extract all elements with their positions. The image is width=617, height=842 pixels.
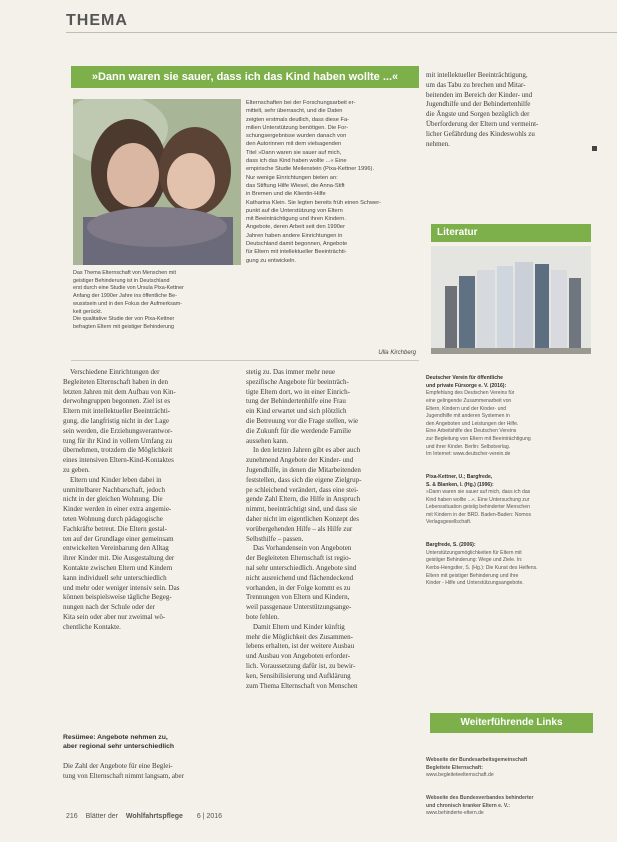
literature-item-title: Deutscher Verein für öffentliche und private Fürsorge e. V. (2016): bbox=[426, 375, 507, 389]
link-url[interactable]: www.behinderte-eltern.de bbox=[426, 810, 484, 817]
header-rule bbox=[66, 32, 617, 33]
photo-mother-daughter bbox=[73, 99, 241, 265]
page-number: 216 bbox=[66, 813, 78, 820]
end-mark-icon bbox=[592, 146, 597, 151]
literature-title: Literatur bbox=[431, 224, 591, 242]
literature-item-title: Pixa-Kettner, U.; Bargfrede, S. & Blanken, I. (Hg.) (1996): bbox=[426, 473, 494, 488]
link-item bbox=[426, 795, 594, 818]
literature-item-text: Empfehlung des Deutschen Vereins für eine gelingende Zusammenarbeit von Eltern, Kindern und der Kinder- und Jugendhilfe mit anderen Systemen in den Angeboten und Leistungen der Hilfe. Eine Arbeitshilfe des Deutschen Vereins zur Begleitung von Eltern mit Beeinträchtigung und ihrer Kinder. Berlin: Selbstverlag. Im Internet: www.deutscher-verein.de bbox=[426, 390, 531, 458]
literature-item-text: Unterstützungsmöglichkeiten für Eltern mit geistiger Behinderung: Wege und Ziele. In: Kerbs-Hengstler, S. (Hg.): Die Kunst des Helfens. Eltern mit geistiger Behinderung und ihre Kinder - Hilfe und Unterstützungsangebote. bbox=[426, 549, 538, 587]
literature-list bbox=[426, 360, 594, 595]
link-item-title: Webseite des Bundesverbandes behinderter und chronisch kranker Eltern e. V.: bbox=[426, 795, 534, 809]
box-title: »Dann waren sie sauer, dass ich das Kind haben wollte ...« bbox=[71, 66, 419, 88]
author-signature: Ulla Kirchberg bbox=[378, 350, 416, 356]
links-title: Weiterführende Links bbox=[430, 713, 593, 733]
link-url[interactable]: www.begleiteteelternschaft.de bbox=[426, 772, 494, 779]
subheading: Resümee: Angebote nehmen zu, aber regional sehr unterschiedlich bbox=[63, 734, 175, 750]
literature-item-title: Bargfrede, S. (2006): bbox=[426, 542, 476, 549]
literature-item-text: »Dann waren sie sauer auf mich, dass ich das Kind haben wollte ...«. Eine Untersuchung zur Lebenssituation geistig behinderter Menschen mit Kindern in der BRD. Baden-Baden: Nomos Verlagsgesellschaft. bbox=[426, 489, 532, 526]
page-footer bbox=[66, 813, 228, 820]
section-header: THEMA bbox=[66, 12, 128, 29]
body-column-3: mit intellektueller Beeinträchtigung, um das Tabu zu brechen und Mitar- beitenden im Bereich der Kinder- und Jugendhilfe und der Behindertenhilfe die Ängste und Sorgen bezüglich der Überforderung der Eltern und vermeint- licher Gefährdung des Kindeswohls zu nehmen. bbox=[426, 71, 539, 148]
link-item-title: Webseite der Bundesarbeitsgemeinschaft Begleitete Elternschaft: bbox=[426, 757, 528, 771]
books-photo bbox=[431, 246, 591, 354]
photo-illustration bbox=[73, 99, 241, 265]
body-column-1-continued: Die Zahl der Angebote für eine Beglei- tung von Elternschaft nimmt langsam, aber bbox=[63, 762, 184, 780]
journal-name bbox=[86, 813, 189, 820]
literature-item bbox=[426, 474, 594, 527]
body-column-2: stetig zu. Das immer mehr neue spezifische Angebote für beeinträch- tigte Eltern dort, wo in einer Einrich- tung der Behindertenhilfe eine Frau ein Kind erwartet und sich plötzlich die Betreuung vor die Frage stellen, wie die Zukunft für die werdende Familie aussehen kann. In den letzten Jahren gibt es aber auch zunehmend Angebote der Kinder- und Jugendhilfe, in denen die Mitarbeitenden feststellen, dass sich die eigene Zielgrup- pe schleichend verändert, dass eine stei- gende Zahl Eltern, die Hilfe in Anspruch nimmt, beeinträchtigt sind, und dass sie daher nicht im eigentlichen Konzept des vorübergehenden Hilfe – als Hilfe zur Selbsthilfe – passen. Das Vorhandensein von Angeboten der Begleiteten Elternschaft ist regio- nal sehr unterschiedlich. Angebote sind nicht ausreichend und flächendeckend vorhanden, in der Folge kommt es zu Trennungen von Eltern und Kindern, weil passgenaue Unterstützungsange- bote fehlen. Damit Eltern und Kinder künftig mehr die Möglichkeit des Zusammen- lebens erhalten, ist der weitere Ausbau und Ausbau von Angeboten erforder- lich. Voraussetzung dafür ist, zu bewir- ken, Sensibilisierung und Aufklärung zum Thema Elternschaft von Menschen bbox=[246, 368, 362, 690]
journal-prefix: Blätter der bbox=[85, 813, 118, 820]
link-item bbox=[426, 757, 594, 780]
links-list bbox=[426, 742, 594, 826]
books-illustration bbox=[431, 246, 591, 354]
literature-item bbox=[426, 542, 594, 588]
photo-caption: Das Thema Elternschaft von Menschen mit geistiger Behinderung ist in Deutschland erst durch eine Studie von Ursula Pixa-Kettner Anfang der 1990er Jahre ins öffentliche Be- wusstsein und in den Fokus der Aufmerksam- keit gerückt. Die qualitative Studie der von Pixa-Kettner befragten Eltern mit geistiger Behinderung bbox=[73, 270, 184, 330]
journal-name-bold: Wohlfahrtspflege bbox=[125, 813, 183, 820]
issue-number: 6 | 2016 bbox=[196, 813, 223, 820]
body-column-1: Verschiedene Einrichtungen der Begleiteten Elternschaft haben in den letzten Jahren mit dem Aufbau von Kin- derwohngruppen begonnen. Ziel ist es Eltern mit intellektueller Beeinträchti- gung, die langfristig nicht in der Lage sein werden, die Erziehungsverantwor- tung für ihr Kind in vollem Umfang zu übernehmen, trotzdem die Möglichkeit eines intensiven Eltern-Kind-Kontaktes zu geben. Eltern und Kinder leben dabei in unmittelbarer Nachbarschaft, jedoch nicht in der gleichen Wohnung. Die Kinder werden in einer extra angemie- teten Wohnung durch pädagogische Fachkräfte betreut. Die Eltern gestal- ten auf der Grundlage einer gemeinsam entwickelten Vereinbarung den Alltag ihrer Kinder mit. Die Ausgestaltung der Kontakte zwischen Eltern und Kindern kann individuell sehr unterschiedlich und mehr oder weniger intensiv sein. Das können beispielsweise tägliche Begeg- nungen nach der Schule oder der Kita sein oder aber nur zweimal wö- chentliche Kontakte. bbox=[63, 368, 180, 631]
box-text: Elternschaften bei der Forschungsarbeit er- mittelt, sehr überrascht, und die Daten zeigten erstmals deutlich, dass diese Fa- milien Unterstützung benötigen. Die For- schungsergebnisse wurden danach von den Autorinnen mit dem vielsagenden Titel »Dann waren sie sauer auf mich, dass ich das Kind haben wollte ...« Eine empirische Studie Meilenstein (Pixa-Kettner 1996). Nur wenige Einrichtungen bieten an: das Stiftung Hilfe Wiesel, die Anna-Stift in Bremen und die Klientin-Hilfe Katharina Klein. Sie legten bereits früh einen Schwer- punkt auf die Unterstützung von Eltern mit Beeinträchtigung und ihren Kindern. Angebote, deren Arbeit seit den 1990er Jahren haben andere Einrichtungen in Deutschland damit begonnen, Angebote für Eltern mit intellektueller Beeinträchti- gung zu entwickeln. bbox=[246, 100, 381, 264]
literature-item bbox=[426, 375, 594, 459]
